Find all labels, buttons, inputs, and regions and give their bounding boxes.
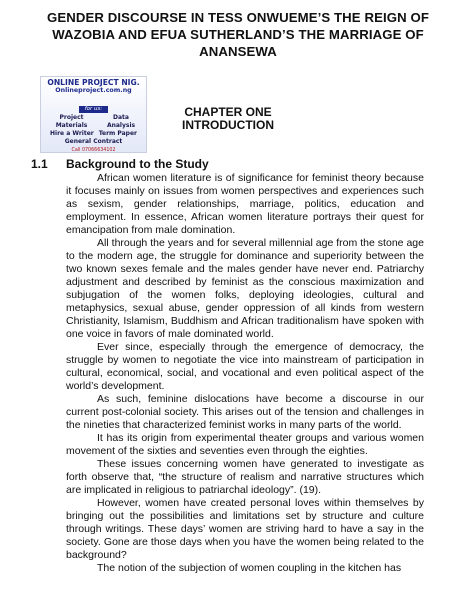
paragraph: As such, feminine dislocations have become a discourse in our current post-colonial society. This arises out of the tension and challenges in the nineties that characterized feminist works in many parts of the world.: [66, 393, 424, 431]
paragraph: The notion of the subjection of women coupling in the kitchen has: [97, 562, 402, 574]
document-title: GENDER DISCOURSE IN TESS ONWUEME’S THE REIGN OF WAZOBIA AND EFUA SUTHERLAND’S THE MARRIAGE OF ANANSEWA: [46, 10, 430, 59]
advert-service: Data Analysis: [106, 114, 136, 129]
paragraph: African women literature is of significance for feminist theory because it focuses mainly on issues from women perspectives and experiences such as sexism, gender relationships, marriage, politics, education and employment. In essence, African women literature portrays their quest for emancipation from male domination.: [66, 172, 424, 236]
advert-services-row: [41, 114, 146, 130]
paragraph: It has its origin from experimental theater groups and various women movement of the sixties and seventies even through the eighties.: [66, 432, 424, 457]
advert-brand-name: ONLINE PROJECT NIG.: [47, 78, 140, 87]
section-number: 1.1: [31, 157, 48, 171]
advert-service: Term Paper: [98, 130, 137, 137]
paragraph: These issues concerning women have generated to investigate as forth observe that, “the structure of realism and narrative structures which are implicated in religious to patriarchal ideology”. (19).: [66, 458, 424, 496]
body-text: [66, 172, 424, 575]
section-title: Background to the Study: [66, 157, 209, 171]
advert-service: General Contract: [64, 138, 123, 145]
paragraph: However, women have created personal loves within themselves by bringing out the possibilities and limitations set by structure and culture through writings. These days’ women are striving hard to have a say in the society. Gone are those days when you have the women being related to the background?: [66, 497, 424, 561]
advert-service: Hire a Writer: [50, 130, 94, 137]
chapter-heading: [168, 106, 288, 132]
advert-services-row: [41, 130, 146, 138]
advert-tagline: for us:: [79, 106, 109, 113]
chapter-number: CHAPTER ONE: [184, 105, 272, 119]
advert-url: Onlineproject.com.ng: [55, 87, 132, 94]
chapter-title: INTRODUCTION: [182, 118, 274, 132]
advert-service: Project Materials: [55, 114, 88, 129]
advert-phone: Call 07066634102: [71, 148, 116, 153]
paragraph: Ever since, especially through the emergence of democracy, the struggle by women to negotiate the vice into mainstream of participation in cultural, economical, social, and vocational and even political aspect of the world’s development.: [66, 341, 424, 392]
advert-banner[interactable]: [40, 76, 147, 153]
paragraph: All through the years and for several millennial age from the stone age to the modern age, the struggle for dominance and superiority between the two known sexes female and the males gender have never end. Patriarchy adjustment and described by feminist as the conscious maximization and subjugation of the women folks, deploying ideologies, cultural and metaphysics, sexual abuse, gender oppression of all kinds from western Christianity, Islamism, Buddhism and African traditionalism have spoken with one voice in favors of male dominated world.: [66, 237, 424, 340]
